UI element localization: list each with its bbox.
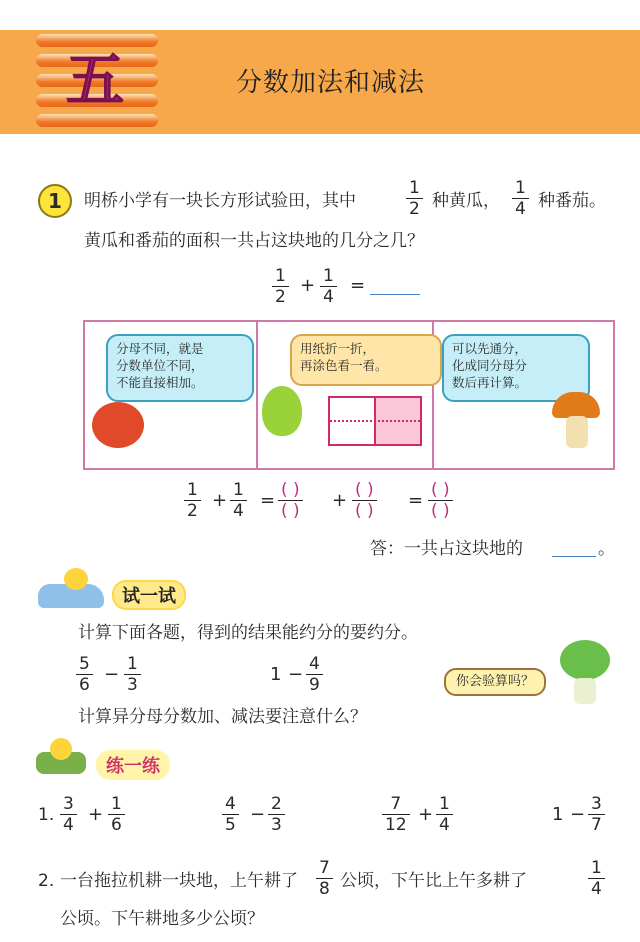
fraction: $\frac{4}{9}$: [306, 654, 323, 695]
fraction: $\frac{1}{4}$: [230, 480, 247, 521]
vegetable-character-icon: [560, 640, 610, 680]
answer-end: 。: [598, 539, 615, 559]
word-problem-text-a: 一台拖拉机耕一块地，上午耕了: [60, 871, 298, 891]
unit-number: 五: [65, 46, 124, 114]
folded-paper-diagram: [328, 396, 422, 446]
speech-bubble-tomato: 分母不同，就是 分数单位不同， 不能直接相加。: [106, 334, 254, 402]
try-question: 计算异分母分数加、减法要注意什么？: [78, 707, 367, 727]
speech-bubble-check: 你会验算吗？: [444, 668, 546, 696]
blank-fraction[interactable]: ( ) ( ): [278, 480, 303, 521]
fraction: $\frac{3}{4}$: [60, 794, 77, 835]
fraction: $\frac{5}{6}$: [76, 654, 93, 695]
section-label-practice: 练一练: [96, 750, 170, 780]
fraction: $\frac{3}{7}$: [588, 794, 605, 835]
fraction: $\frac{1}{6}$: [108, 794, 125, 835]
answer-text: 答：一共占这块地的: [370, 539, 523, 559]
question-number: 2.: [38, 871, 55, 891]
pear-character-icon: [262, 386, 302, 436]
speech-bubble-mushroom: 可以先通分， 化成同分母分 数后再计算。: [442, 334, 590, 402]
fraction: $\frac{1}{2}$: [272, 266, 289, 307]
fraction: $\frac{7}{12}$: [382, 794, 410, 835]
answer-blank[interactable]: [370, 294, 420, 295]
plus-sign: +: [418, 804, 434, 825]
sun-face-icon: [64, 568, 88, 590]
problem-text-1c: 种番茄。: [538, 191, 606, 211]
fraction: $\frac{1}{2}$: [184, 480, 201, 521]
fraction: $\frac{1}{2}$: [406, 178, 423, 219]
minus-sign: −: [288, 664, 304, 685]
vegetable-body: [574, 678, 596, 704]
word-problem-text-b: 公顷，下午比上午多耕了: [340, 871, 527, 891]
fraction: $\frac{1}{3}$: [124, 654, 141, 695]
whole-number: 1: [552, 804, 564, 825]
fraction: $\frac{1}{4}$: [512, 178, 529, 219]
whole-number: 1: [270, 664, 282, 685]
equals-sign: =: [350, 275, 366, 296]
question-number: 1.: [38, 805, 55, 825]
problem-text-1a: 明桥小学有一块长方形试验田，其中: [84, 191, 356, 211]
sun-face-icon: [50, 738, 72, 760]
fraction: $\frac{2}{3}$: [268, 794, 285, 835]
chapter-title: 分数加法和减法: [236, 68, 426, 98]
panel-divider: [256, 320, 258, 468]
plus-sign: +: [332, 490, 348, 511]
problem-text-1b: 种黄瓜，: [432, 191, 500, 211]
try-instruction: 计算下面各题，得到的结果能约分的要约分。: [78, 623, 418, 643]
fraction: $\frac{1}{4}$: [436, 794, 453, 835]
plus-sign: +: [300, 275, 316, 296]
speech-bubble-pear: 用纸折一折， 再涂色看一看。: [290, 334, 442, 386]
minus-sign: −: [250, 804, 266, 825]
fraction: $\frac{1}{4}$: [588, 858, 605, 899]
mushroom-stem: [566, 416, 588, 448]
plus-sign: +: [88, 804, 104, 825]
tomato-character-icon: [92, 402, 144, 448]
minus-sign: −: [570, 804, 586, 825]
minus-sign: −: [104, 664, 120, 685]
example-number-badge: 1: [38, 184, 72, 218]
fraction: $\frac{1}{4}$: [320, 266, 337, 307]
equals-sign: =: [408, 490, 424, 511]
fraction: $\frac{4}{5}$: [222, 794, 239, 835]
blank-fraction[interactable]: ( ) ( ): [428, 480, 453, 521]
blank-fraction[interactable]: ( ) ( ): [352, 480, 377, 521]
equals-sign: =: [260, 490, 276, 511]
plus-sign: +: [212, 490, 228, 511]
problem-text-2: 黄瓜和番茄的面积一共占这块地的几分之几？: [84, 231, 424, 251]
word-problem-text-c: 公顷。下午耕地多少公顷？: [60, 909, 264, 929]
fraction: $\frac{7}{8}$: [316, 858, 333, 899]
answer-blank[interactable]: [552, 556, 596, 557]
section-label-try: 试一试: [112, 580, 186, 610]
